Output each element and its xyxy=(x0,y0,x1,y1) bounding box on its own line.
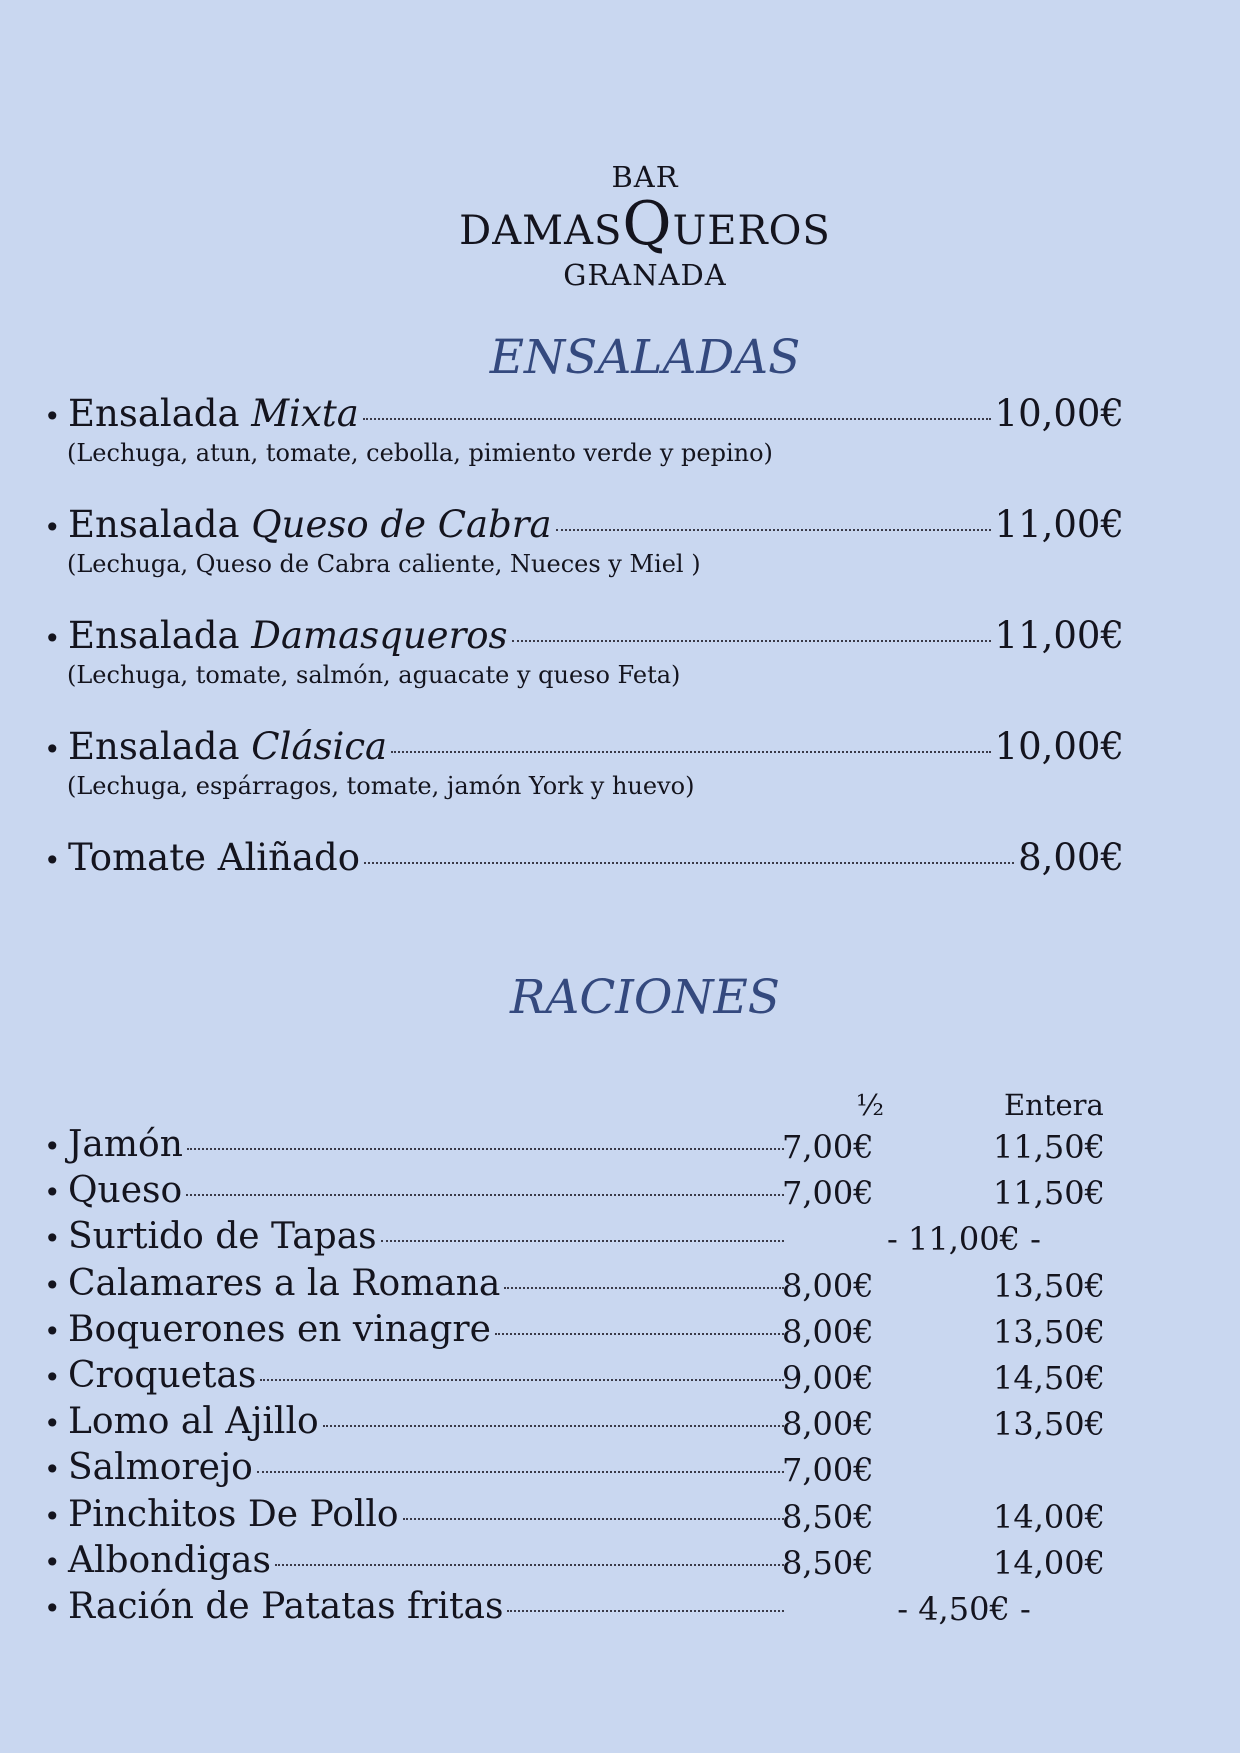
price-half: 8,00€ xyxy=(782,1266,874,1305)
dot-leader xyxy=(257,1471,784,1473)
racion-item xyxy=(44,1263,784,1304)
item-name-plain: Ensalada xyxy=(68,614,252,657)
header-city: GRANADA xyxy=(563,258,727,292)
racion-item xyxy=(44,1447,784,1488)
dot-leader xyxy=(363,418,991,420)
item-description: (Lechuga, atun, tomate, cebolla, pimiento verde y pepino) xyxy=(67,439,773,467)
price-half: 8,50€ xyxy=(782,1543,874,1582)
item-name: Salmorejo xyxy=(68,1447,253,1489)
dot-leader xyxy=(381,1240,784,1242)
price-half: 8,50€ xyxy=(782,1497,874,1536)
dot-leader xyxy=(495,1333,784,1335)
racion-item xyxy=(44,1309,784,1350)
item-name xyxy=(68,614,508,657)
item-name-plain: Ensalada xyxy=(68,503,252,546)
item-name: Lomo al Ajillo xyxy=(68,1401,319,1443)
price-single: - 4,50€ - xyxy=(897,1590,1031,1628)
bullet-icon: • xyxy=(44,622,61,655)
header-bar-label: BAR xyxy=(611,160,679,194)
price-half: 8,00€ xyxy=(782,1405,874,1444)
price-full: 13,50€ xyxy=(993,1266,1105,1305)
price-half: 9,00€ xyxy=(782,1359,874,1397)
bullet-icon: • xyxy=(44,1176,61,1210)
column-header-half: ½ xyxy=(856,1088,885,1122)
bullet-icon: • xyxy=(44,1592,61,1625)
dot-leader xyxy=(403,1518,784,1520)
ensalada-item xyxy=(44,836,1124,879)
bullet-icon: • xyxy=(44,1314,61,1348)
item-name-plain: Tomate Aliñado xyxy=(68,836,360,879)
item-description: (Lechuga, espárragos, tomate, jamón York y huevo) xyxy=(67,772,695,800)
dot-leader xyxy=(364,862,1014,864)
dot-leader xyxy=(504,1287,784,1289)
item-price: 11,00€ xyxy=(994,614,1124,657)
item-name: Jamón xyxy=(68,1124,183,1165)
item-name-italic: Damasqueros xyxy=(251,614,508,657)
item-description: (Lechuga, tomate, salmón, aguacate y queso Feta) xyxy=(67,661,681,689)
dot-leader xyxy=(186,1194,784,1196)
price-full: 14,00€ xyxy=(993,1543,1105,1582)
item-name-plain: Ensalada xyxy=(68,392,252,435)
racion-item xyxy=(44,1494,784,1535)
name-part-1: DAMAS xyxy=(459,208,623,254)
item-name-italic: Queso de Cabra xyxy=(251,503,552,546)
item-price: 8,00€ xyxy=(1018,836,1124,879)
dot-leader xyxy=(260,1379,784,1381)
dot-leader xyxy=(507,1610,784,1612)
dot-leader xyxy=(512,640,991,642)
item-name: Croquetas xyxy=(68,1355,257,1396)
price-full: 14,00€ xyxy=(993,1497,1105,1536)
racion-item xyxy=(44,1170,784,1211)
item-name xyxy=(68,503,552,546)
bullet-icon: • xyxy=(44,1407,61,1441)
name-part-2: UEROS xyxy=(672,208,831,254)
racion-item xyxy=(44,1355,784,1396)
dot-leader xyxy=(556,529,991,531)
restaurant-name xyxy=(25,189,1240,259)
ensalada-item xyxy=(44,392,1124,435)
bullet-icon: • xyxy=(44,1130,61,1163)
name-initial-q: Q xyxy=(622,189,673,259)
item-price: 10,00€ xyxy=(994,392,1124,435)
dot-leader xyxy=(275,1564,784,1566)
racion-item xyxy=(44,1401,784,1442)
item-price: 11,00€ xyxy=(994,503,1124,546)
bullet-icon: • xyxy=(44,733,61,766)
item-name: Pinchitos De Pollo xyxy=(68,1493,399,1535)
ensalada-item xyxy=(44,614,1124,657)
bullet-icon: • xyxy=(44,1361,61,1394)
item-price: 10,00€ xyxy=(994,725,1124,768)
bullet-icon: • xyxy=(44,1499,61,1533)
item-name-italic: Mixta xyxy=(251,392,359,435)
item-name: Queso xyxy=(68,1170,183,1212)
item-name: Boquerones en vinagre xyxy=(68,1308,491,1350)
bullet-icon: • xyxy=(44,1222,61,1256)
price-half: 7,00€ xyxy=(782,1451,874,1490)
section-title-raciones: RACIONES xyxy=(509,970,781,1025)
bullet-icon: • xyxy=(44,1268,61,1302)
bullet-icon: • xyxy=(44,844,61,877)
price-half: 8,00€ xyxy=(782,1312,874,1351)
item-name: Ración de Patatas fritas xyxy=(68,1586,504,1627)
bullet-icon: • xyxy=(44,511,61,544)
item-name: Calamares a la Romana xyxy=(68,1262,501,1304)
price-full: 14,50€ xyxy=(993,1359,1105,1397)
bullet-icon: • xyxy=(44,1453,61,1487)
item-name xyxy=(68,836,360,879)
racion-item xyxy=(44,1124,784,1165)
bullet-icon: • xyxy=(44,400,61,433)
racion-item xyxy=(44,1586,784,1627)
item-name: Albondigas xyxy=(68,1539,271,1581)
ensalada-item xyxy=(44,725,1124,768)
racion-item xyxy=(44,1216,784,1257)
dot-leader xyxy=(391,751,990,753)
item-name xyxy=(68,725,387,768)
price-single: - 11,00€ - xyxy=(887,1220,1041,1259)
dot-leader xyxy=(323,1425,784,1427)
price-half: 7,00€ xyxy=(782,1128,874,1166)
item-description: (Lechuga, Queso de Cabra caliente, Nueces y Miel ) xyxy=(67,550,701,578)
bullet-icon: • xyxy=(44,1545,61,1579)
item-name-italic: Clásica xyxy=(251,725,388,768)
price-full: 11,50€ xyxy=(993,1174,1105,1213)
item-name: Surtido de Tapas xyxy=(68,1216,377,1258)
racion-item xyxy=(44,1540,784,1581)
column-header-full: Entera xyxy=(1004,1088,1104,1122)
section-title-ensaladas: ENSALADAS xyxy=(489,330,801,385)
price-full: 13,50€ xyxy=(993,1312,1105,1351)
price-full: 13,50€ xyxy=(993,1405,1105,1444)
dot-leader xyxy=(187,1148,784,1150)
ensalada-item xyxy=(44,503,1124,546)
item-name-plain: Ensalada xyxy=(68,725,252,768)
item-name xyxy=(68,392,359,435)
price-full: 11,50€ xyxy=(993,1128,1105,1166)
price-half: 7,00€ xyxy=(782,1174,874,1213)
